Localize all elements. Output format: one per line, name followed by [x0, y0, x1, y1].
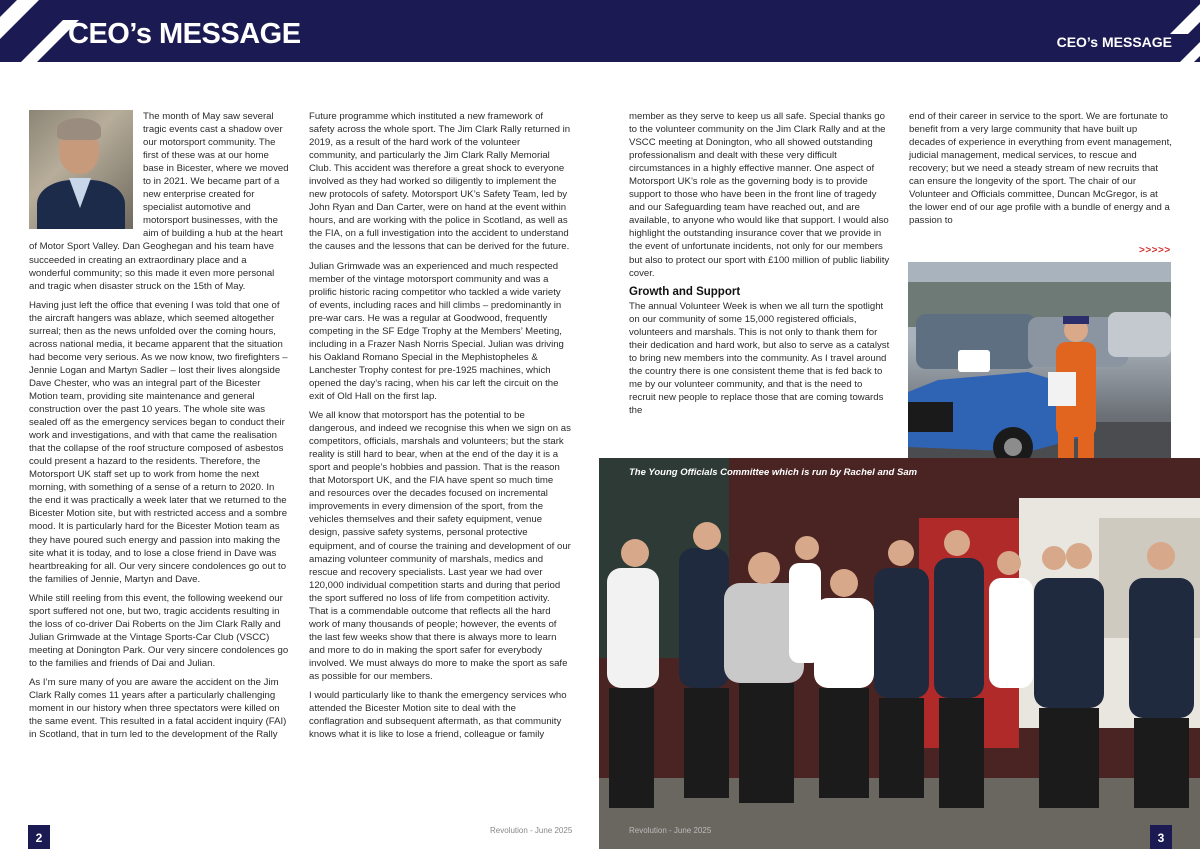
continue-arrows: >>>>>: [1139, 245, 1171, 256]
paragraph: While still reeling from this event, the following weekend our sport suffered not one, but two, tragic accidents resulting in the loss of co-driver Dai Roberts on the Jim Clark Rally and Julian Grimwade at the Vintage Sports-Car Club (VSCC) meeting at Donington Park. Our very sincere condolences go to the families and friends of Dai and Julian.: [29, 592, 289, 669]
paragraph: member as they serve to keep us all safe. Special thanks go to the volunteer community on the Jim Clark Rally and at the VSCC meeting at Donington, who all showed outstanding professionalism and dealt with these very difficult circumstances in a highly effective manner. One aspect of Motorsport UK’s role as the governing body is to provide support to those who have been in the front line of tragedy and our Safeguarding team have reached out, and are available, to anyone who would like that support. I would also highlight the outstanding insurance cover that we provide in the event of unfortunate incidents, not only for our members but also to protect our sport with £100 million of public liability cover.: [629, 111, 890, 279]
photo-caption: The Young Officials Committee which is run by Rachel and Sam: [629, 467, 918, 478]
paragraph: Future programme which instituted a new framework of safety across the whole sport. The Jim Clark Rally returned in 2019, as a result of the hard work of the volunteer community, and particularly the Jim Clark Rally Memorial Club. This accident was therefore a great shock to everyone involved as they had worked so diligently to implement the new protocols of safety. Motorsport UK’s Safety Team, led by John Ryan and Dan Carter, were on hand at the event within hours, and are working with the police in Scotland, as well as the FIA, on a full investigation into the accident to understand the causes and the lessons that can be derived for the future.: [309, 111, 571, 253]
article-column-1: [29, 110, 289, 747]
paragraph: I would particularly like to thank the emergency services who attended the Bicester Motion site to deal with the conflagration and subsequent aftermath, as that community knows what it is like to lose a friend, colleague or family: [309, 690, 567, 741]
paragraph: As I’m sure many of you are aware the accident on the Jim Clark Rally comes 11 years after a particularly challenging moment in our history when three spectators were killed on the same event. This resulted in a fatal accident inquiry (FAI) in Scotland, that in turn led to the development of the Rally: [29, 676, 287, 741]
paragraph: The annual Volunteer Week is when we all turn the spotlight on our community of some 15,000 registered officials, volunteers and marshals. This is not only to thank them for their dedication and hard work, but also to serve as a catalyst to bring new members into the community. As I travel around the country there is one consistent theme that is fed back to me by our volunteer community, and that is the need to recruit new people to replace those that are coming towards the: [629, 300, 890, 417]
group-photo-art: [599, 458, 1200, 849]
header-stripe: [1170, 0, 1200, 34]
paragraph: We all know that motorsport has the potential to be dangerous, and indeed we recognise this when we sign on as competitors, officials, marshals and volunteers; but the stark reality is still hard to bear, when at the end of the day it is a sport and people’s hobbies and passion. That is the reason that Motorsport UK, and the FIA have spent so much time and resources over the decades focused on incremental improvements in every dimension of the sport, from the vehicles themselves and their safety equipment, venue design, passive safety systems, personal protective equipment, and of course the training and development of our amazing volunteer community of marshals, medics and rescue and recovery specialists. Last year we had over 120,000 individual competition starts and during that period the sport suffered no loss of life from competition activity. That is a commendable outcome that reflects all the hard work of many thousands of people; however, the events of the last few weeks show that there is always more to learn and more to do in making the sport safer for everybody involved. We must always do more to make the sport as safe as possible for our members.: [309, 410, 571, 682]
paragraph: Julian Grimwade was an experienced and much respected member of the vintage motorsport community and was a prolific historic racing competitor who tackled a wide variety of events, including races and hill climbs – predominantly in pre-war cars. He was a regular at Goodwood, frequently competing in the SF Edge Trophy at the Members’ Meeting, including in a Frazer Nash Norris Special. Julian was driving his Oakland Romano Special in the Mephistopheles & Lanchester Trophy contest for pre-1925 machines, which opened the day’s racing, when his car left the circuit on the exit of Old Hall on the first lap.: [309, 260, 564, 402]
group-photo: [599, 458, 1200, 849]
magazine-footer-left: Revolution - June 2025: [490, 826, 573, 835]
paragraph: The month of May saw several tragic events cast a shadow over our motorsport community. The first of these was at our home base in Bicester, where we moved to in 2021. We became part of a new enterprise created for specialist automotive and motorsport businesses, with the aim of building a hub at the heart of Motor Sport Valley. Dan Geoghegan and his team have succeeded in creating an extraordinary place and a wonderful community; so this made it even more personal and tragic when disaster struck on the 15th of May.: [29, 111, 289, 292]
page-header: [0, 0, 1200, 62]
article-column-2: [309, 110, 571, 747]
page-title: CEO’s MESSAGE: [68, 18, 301, 50]
header-stripe: [0, 0, 49, 40]
page-number-left: 2: [28, 825, 50, 849]
article-column-3: [629, 110, 891, 423]
paragraph: Having just left the office that evening I was told that one of the aircraft hangers was ablaze, which seemed altogether surreal; then as the news unfolded over the coming hours, across national media, it became apparent that the situation had become very serious. As we now know, two firefighters – Jennie Logan and Martyn Sadler – lost their lives alongside Dave Chester, who was an integral part of the Bicester Motion team, providing site maintenance and general construction over the past 10 years. The whole site was sealed off as the emergency services began to conduct their work and investigations, and with that came the realisation that the collapse of the roof structure composed of asbestos could present a hazard to the residents. Therefore, the Motorsport UK staff set up to work from home the next morning, with something of a sense of a return to 2020. In the end it was practically a week later that we returned to the Bicester Motion site, but with restricted access and a sombre mood. It is particularly hard for the Bicester Motion team as they have poured such energy and passion into making the site what it is today, and to lose a close friend in Dave was heartbreaking for all. Our very sincere condolences go out to the families of Jennie, Martyn and Dave.: [29, 299, 288, 585]
section-heading: Growth and Support: [629, 285, 741, 298]
section-title: CEO’s MESSAGE: [1056, 34, 1172, 50]
paragraph: end of their career in service to the sport. We are fortunate to benefit from a very large community that have built up decades of experience in everything from event management, judicial management, medical services, to rescue and recovery; but we need a steady stream of new recruits that can ensure the longevity of the sport. The chair of our Volunteer and Officials committee, Duncan McGregor, is at the lower end of our age profile with a bundle of energy and a passion to: [909, 111, 1172, 227]
article-column-4: [909, 110, 1173, 233]
ceo-portrait: [29, 110, 133, 229]
page-number-right: 3: [1150, 825, 1172, 849]
magazine-footer-right: Revolution - June 2025: [629, 826, 712, 835]
